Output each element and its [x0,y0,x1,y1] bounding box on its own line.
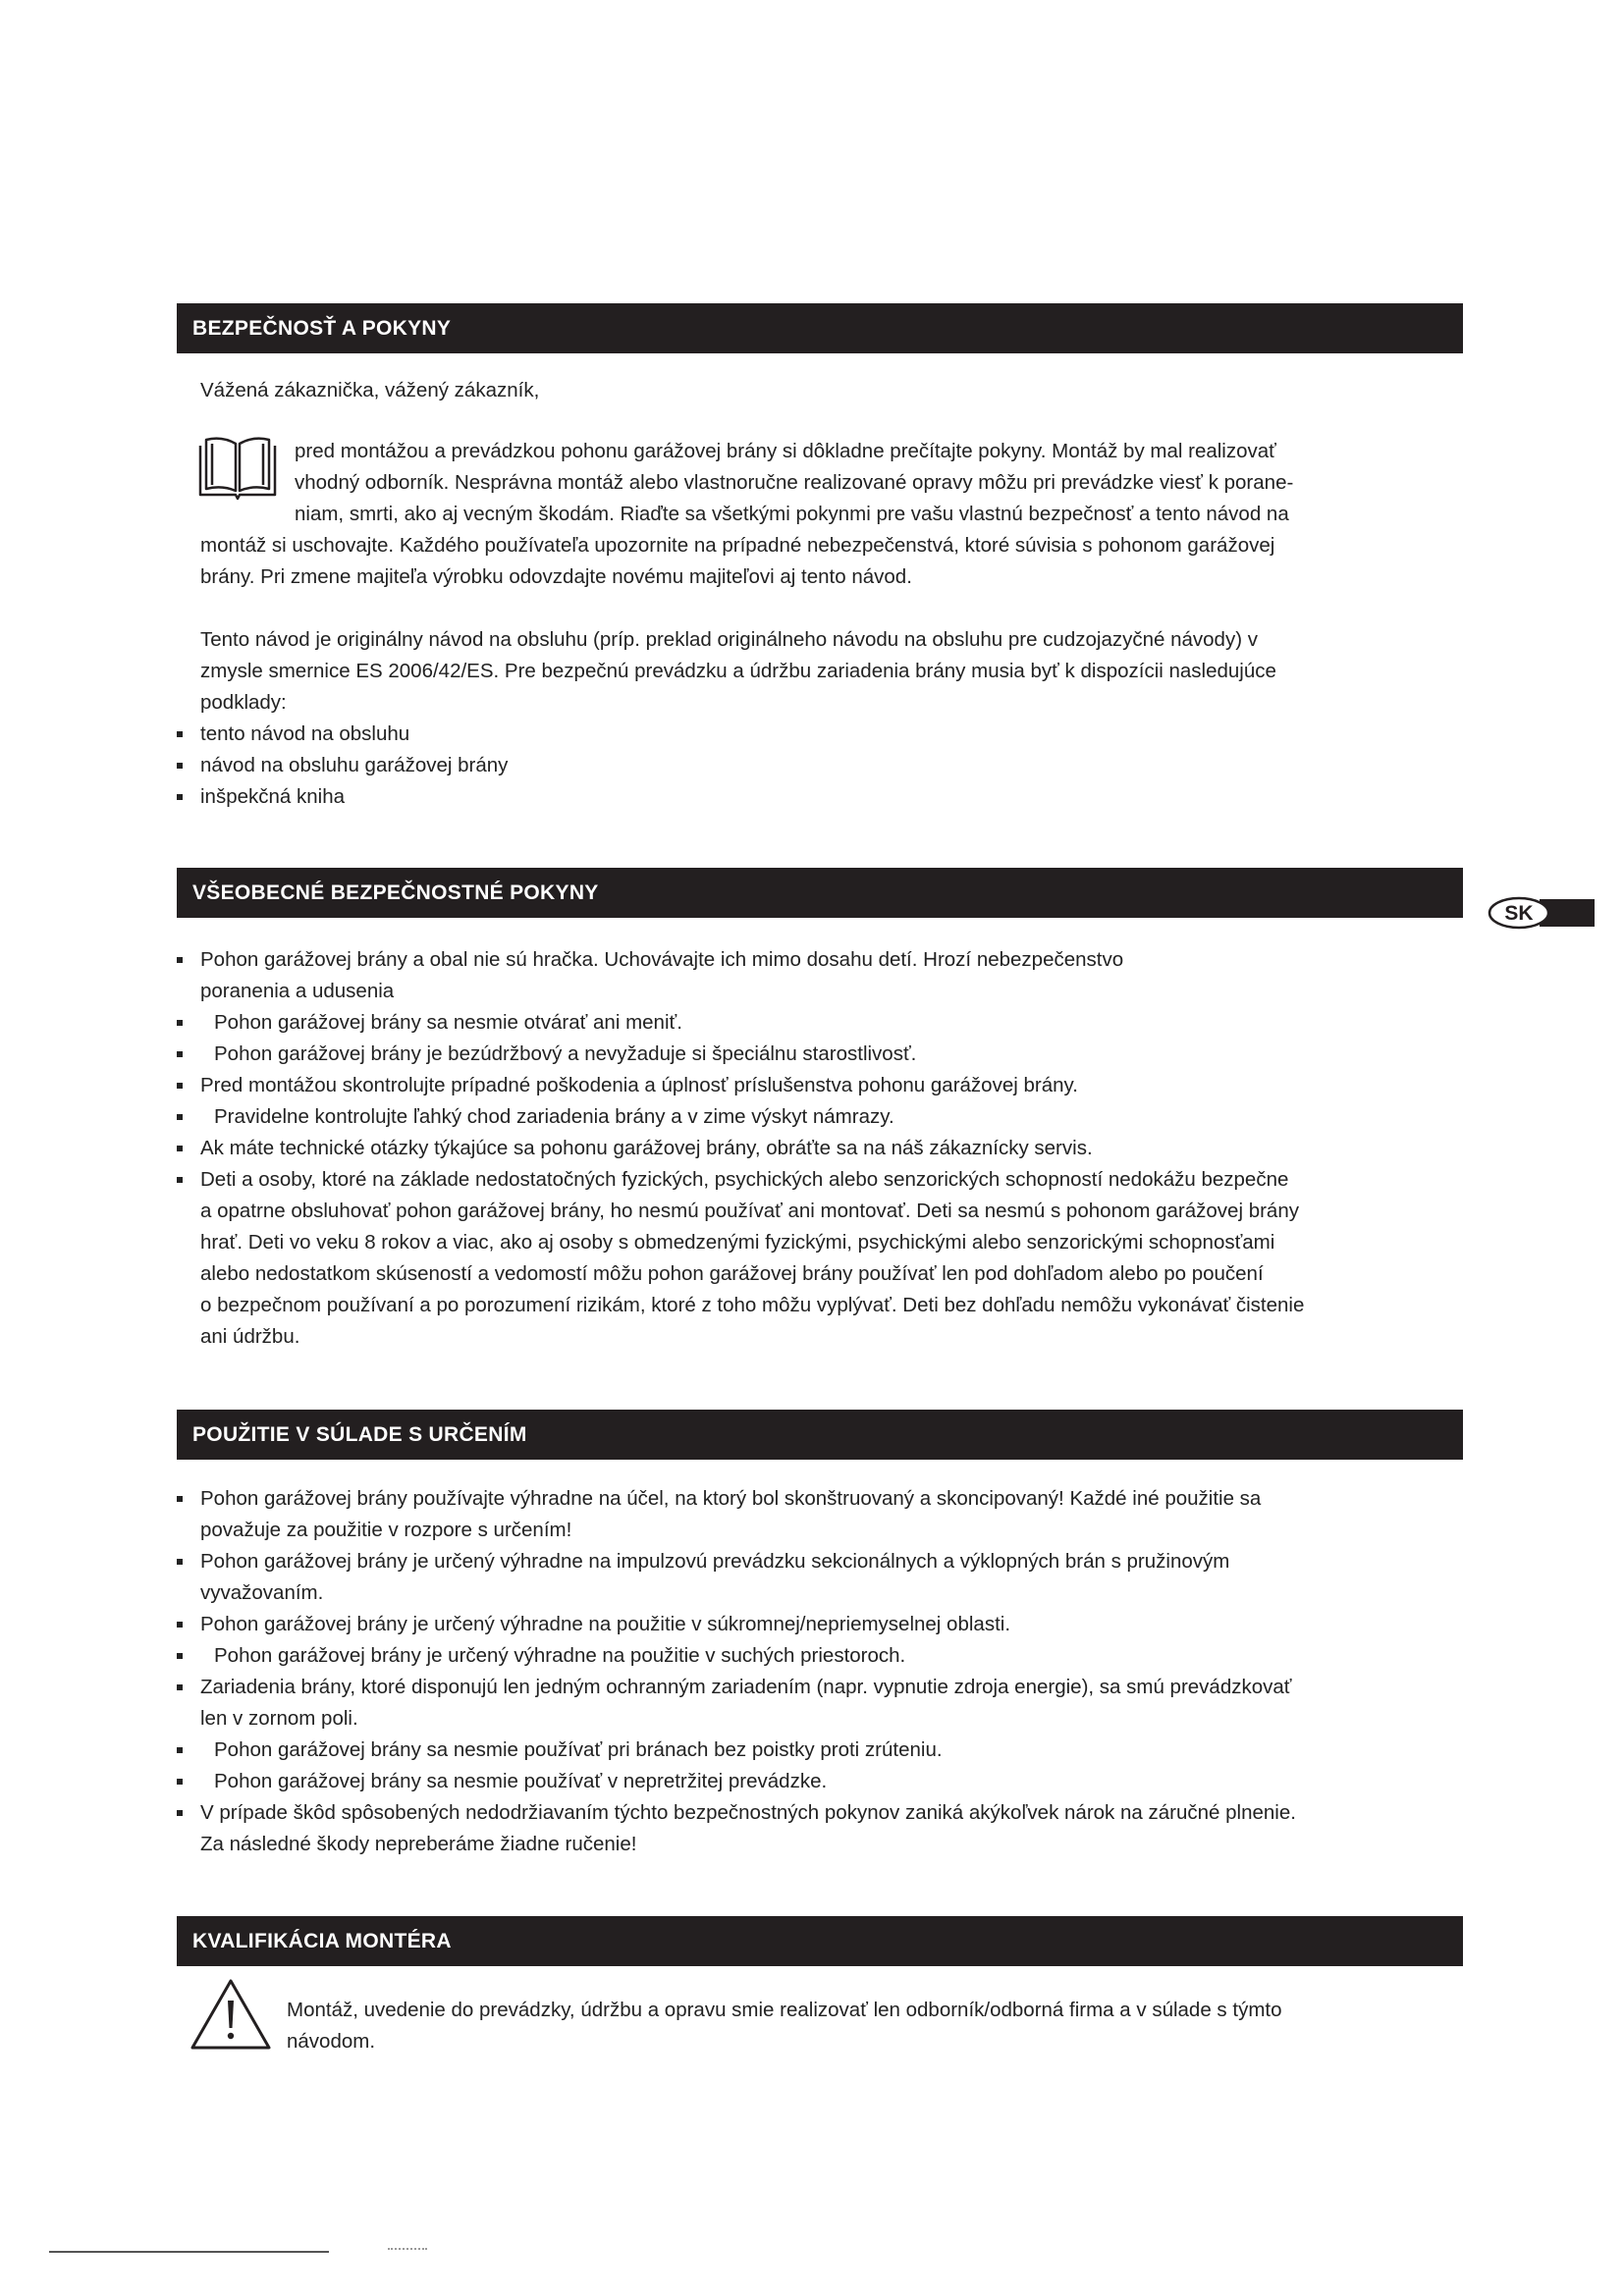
warning-icon [189,1977,273,2052]
section-header-safety: BEZPEČNOSŤ A POKYNY [177,303,1463,353]
para2-line-2: zmysle smernice ES 2006/42/ES. Pre bezpečnú prevádzku a údržbu zariadenia brány musia byť k dispozícii nasledujúce [200,660,1276,682]
qualification-line-1: Montáž, uvedenie do prevádzky, údržbu a opravu smie realizovať len odborník/odborná firma a v súlade s týmto [287,1999,1282,2021]
language-tab [1485,896,1595,930]
general-safety-list [177,944,1463,1353]
intro-line-1: pred montážou a prevádzkou pohonu garážovej brány si dôkladne prečítajte pokyny. Montáž by mal realizovať [295,440,1276,462]
list-item: návod na obsluhu garážovej brány [177,750,1463,781]
list-item: Pohon garážovej brány je určený výhradne na impulzovú prevádzku sekcionálnych a výklopných brán s pružinovým vyvažovaním. [177,1546,1463,1609]
qualification-line-2: návodom. [287,2030,376,2053]
section-header-usage: POUŽITIE V SÚLADE S URČENÍM [177,1410,1463,1460]
list-item: Deti a osoby, ktoré na základe nedostatočných fyzických, psychických alebo senzorických schopností nedokážu bezpečne a opatrne obsluhovať pohon garážovej brány, ho nesmú používať ani montovať. Deti sa nesmú s pohonom garážovej brány hrať. Deti vo veku 8 rokov a viac, ako aj osoby s obmedzenými fyzickými, psychickými alebo senzorickými schopnosťami alebo nedostatkom skúseností a vedomostí môžu pohon garážovej brány používať len pod dohľadom alebo po poučení o bezpečnom používaní a po porozumení rizikám, ktoré z toho môžu vyplývať. Deti bez dohľadu nemôžu vykonávať čistenie ani údržbu. [177,1164,1463,1353]
list-item: Pravidelne kontrolujte ľahký chod zariadenia brány a v zime výskyt námrazy. [177,1101,1463,1133]
list-item: Pohon garážovej brány sa nesmie používať v nepretržitej prevádzke. [177,1766,1463,1797]
section-header-qualification: KVALIFIKÁCIA MONTÉRA [177,1916,1463,1966]
list-item: Pohon garážovej brány je bezúdržbový a nevyžaduje si špeciálnu starostlivosť. [177,1039,1463,1070]
intro-line-3: niam, smrti, ako aj vecným škodám. Riaďte sa všetkými pokynmi pre vašu vlastnú bezpečnosť a tento návod na [295,503,1289,525]
intro-line-2: vhodný odborník. Nesprávna montáž alebo vlastnoručne realizované opravy môžu pri prevádzke viesť k porane- [295,471,1294,494]
list-item: V prípade škôd spôsobených nedodržiavaním týchto bezpečnostných pokynov zaniká akýkoľvek nárok na záručné plnenie. Za následné škody nepreberáme žiadne ručenie! [177,1797,1463,1860]
list-item: Ak máte technické otázky týkajúce sa pohonu garážovej brány, obráťte sa na náš zákaznícky servis. [177,1133,1463,1164]
para2-line-1: Tento návod je originálny návod na obsluhu (príp. preklad originálneho návodu na obsluhu pre cudzojazyčné návody) v [200,628,1258,651]
documents-list [177,719,1463,813]
para2-line-3: podklady: [200,691,287,714]
list-item: inšpekčná kniha [177,781,1463,813]
language-label: SK [1504,902,1534,925]
intro-line-4: montáž si uschovajte. Každého používateľa upozornite na prípadné nebezpečenstvá, ktoré súvisia s pohonom garážovej [200,534,1275,557]
intro-line-5: brány. Pri zmene majiteľa výrobku odovzdajte novému majiteľovi aj tento návod. [200,565,912,588]
intended-use-list [177,1483,1463,1860]
book-icon [196,432,279,501]
list-item: Pohon garážovej brány je určený výhradne na použitie v suchých priestoroch. [177,1640,1463,1672]
list-item: Pohon garážovej brány a obal nie sú hračka. Uchovávajte ich mimo dosahu detí. Hrozí nebezpečenstvo poranenia a udusenia [177,944,1463,1007]
list-item: Zariadenia brány, ktoré disponujú len jedným ochranným zariadením (napr. vypnutie zdroja energie), sa smú prevádzkovať len v zornom poli. [177,1672,1463,1735]
footer-rule [49,2251,329,2253]
greeting: Vážená zákaznička, vážený zákazník, [200,379,540,401]
list-item: Pohon garážovej brány sa nesmie používať pri bránach bez poistky proti zrúteniu. [177,1735,1463,1766]
list-item: Pohon garážovej brány používajte výhradne na účel, na ktorý bol skonštruovaný a skoncipovaný! Každé iné použitie sa považuje za použitie v rozpore s určením! [177,1483,1463,1546]
section-header-general: VŠEOBECNÉ BEZPEČNOSTNÉ POKYNY [177,868,1463,918]
list-item: tento návod na obsluhu [177,719,1463,750]
list-item: Pred montážou skontrolujte prípadné poškodenia a úplnosť príslušenstva pohonu garážovej brány. [177,1070,1463,1101]
list-item: Pohon garážovej brány je určený výhradne na použitie v súkromnej/nepriemyselnej oblasti. [177,1609,1463,1640]
footer-dots [388,2248,427,2254]
list-item: Pohon garážovej brány sa nesmie otvárať ani meniť. [177,1007,1463,1039]
